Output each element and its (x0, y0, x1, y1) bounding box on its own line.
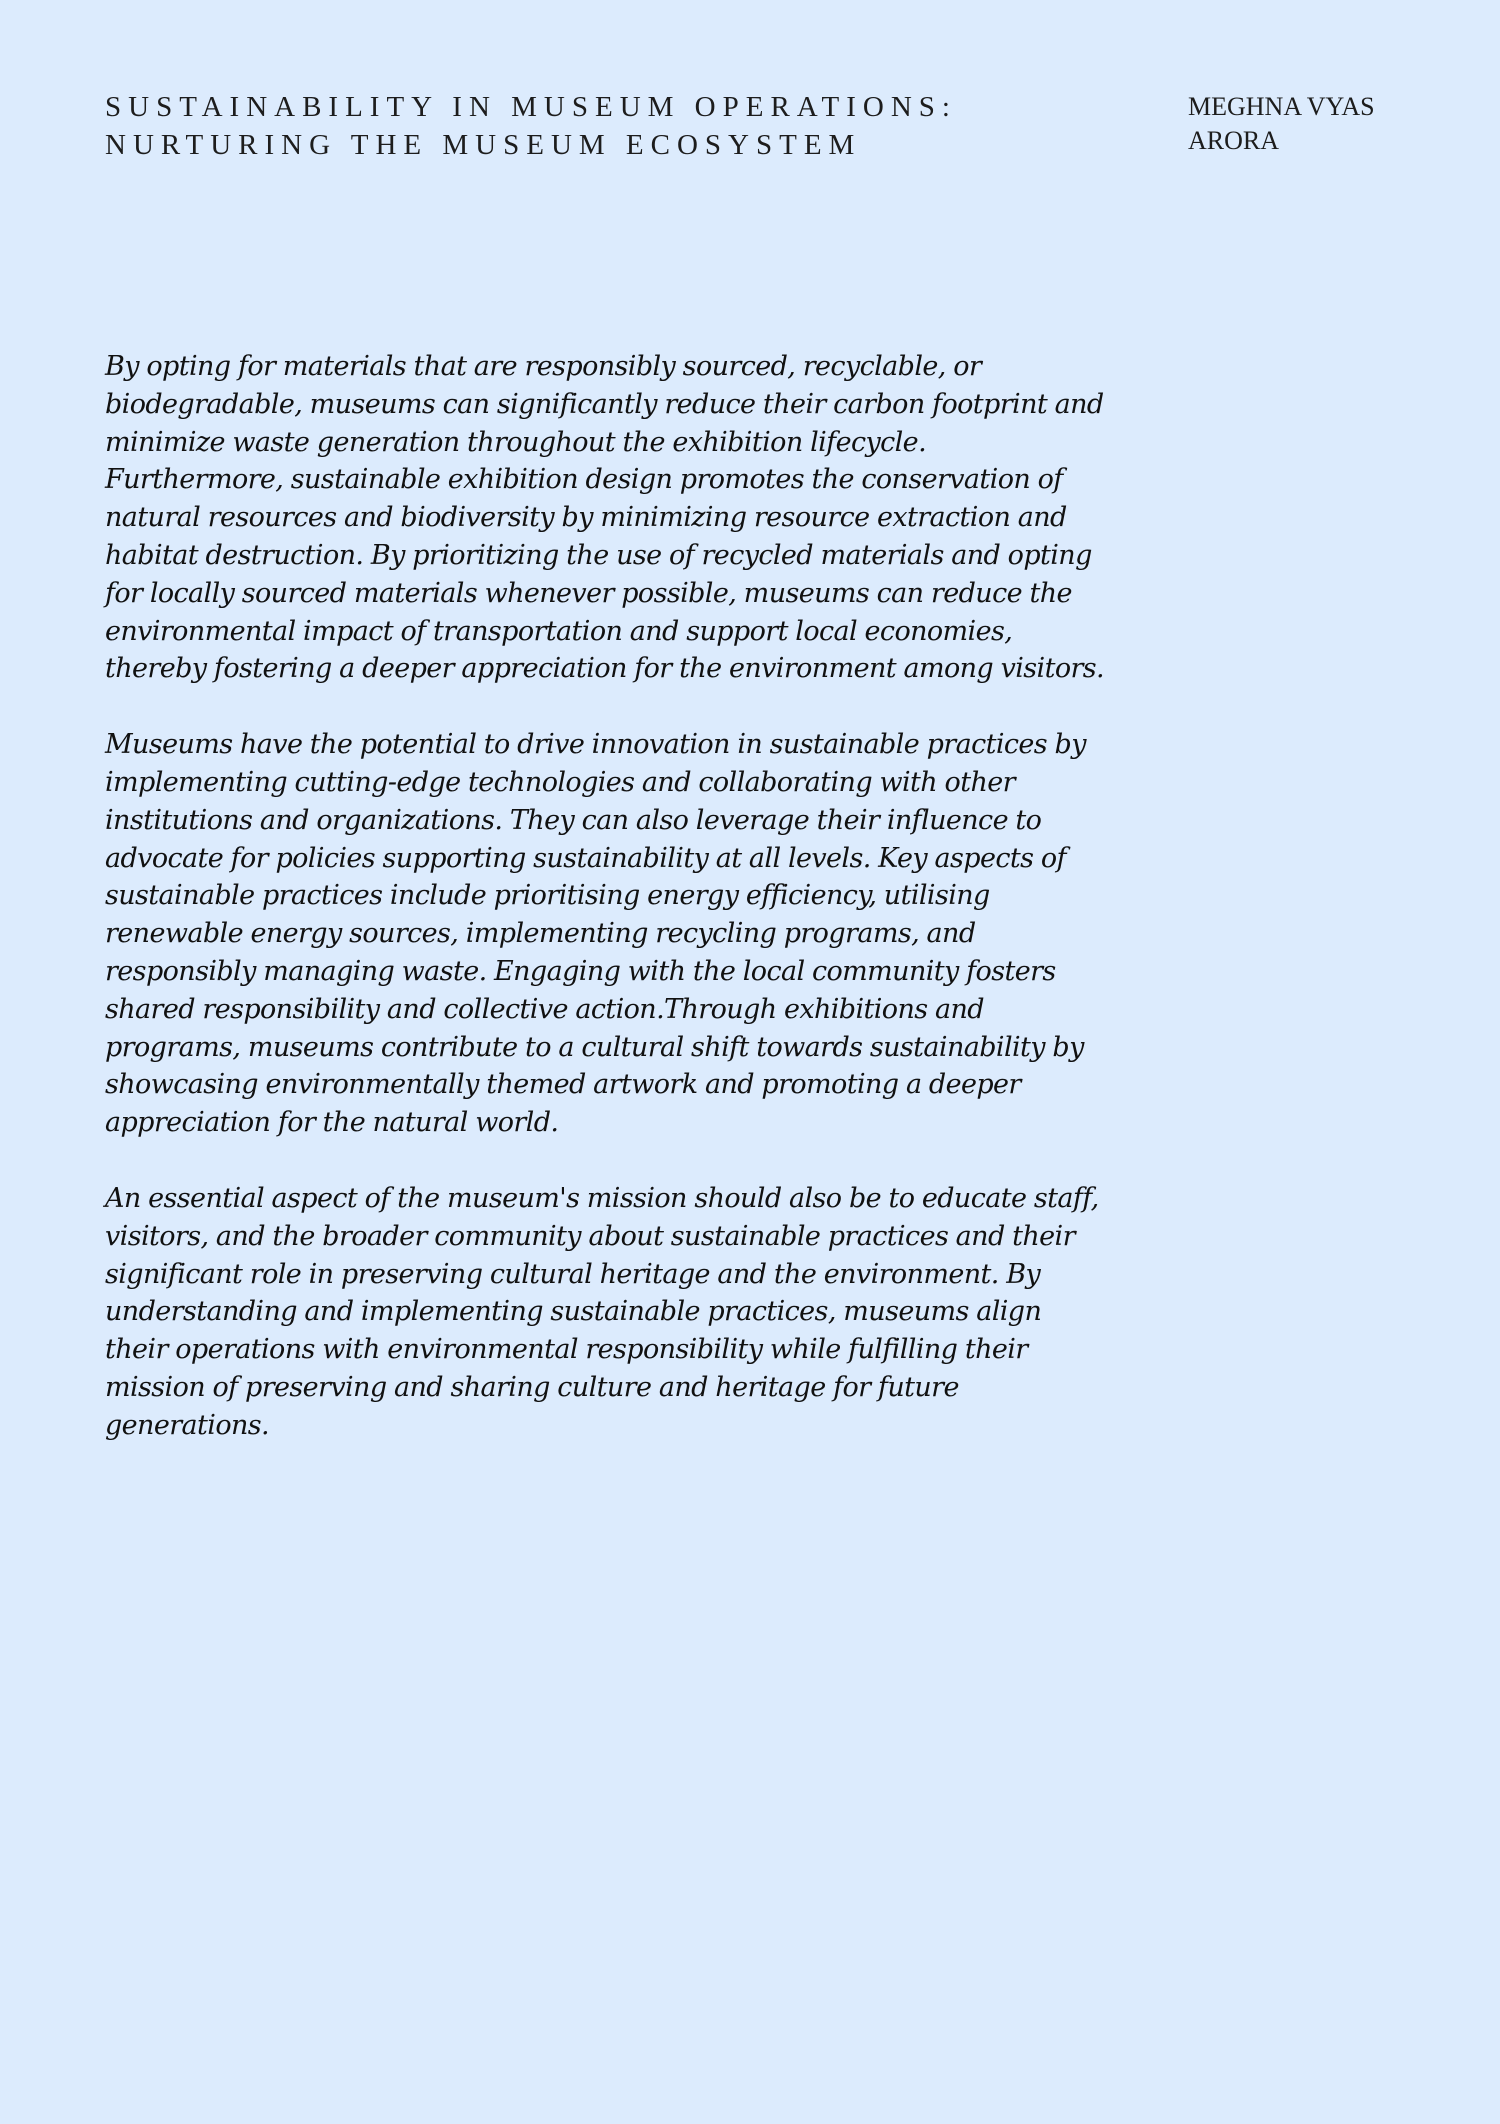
paragraph-1: By opting for materials that are responsibly sourced, recyclable, or biodegradable, museums can significantly reduce their carbon footprint and minimize waste generation throughout the exhibition lifecycle. Furthermore, sustainable exhibition design promotes the conservation of natural resources and biodiversity by minimizing resource extraction and habitat destruction. By prioritizing the use of recycled materials and opting for locally sourced materials whenever possible, museums can reduce the environmental impact of transportation and support local economies, thereby fostering a deeper appreciation for the environment among visitors. (105, 351, 1105, 685)
author-name: MEGHNA VYAS ARORA (1188, 92, 1375, 155)
paragraph-2: Museums have the potential to drive innovation in sustainable practices by implementing cutting-edge technologies and collaborating with other institutions and organizations. They can also leverage their influence to advocate for policies supporting sustainability at all levels. Key aspects of sustainable practices include prioritising energy efficiency, utilising renewable energy sources, implementing recycling programs, and responsibly managing waste. Engaging with the local community fosters shared responsibility and collective action.Through exhibitions and programs, museums contribute to a cultural shift towards sustainability by showcasing environmentally themed artwork and promoting a deeper appreciation for the natural world. (105, 729, 1086, 1139)
paragraph-3: An essential aspect of the museum's mission should also be to educate staff, visitors, and the broader community about sustainable practices and their significant role in preserving cultural heritage and the environment. By understanding and implementing sustainable practices, museums align their operations with environmental responsibility while fulfilling their mission of preserving and sharing culture and heritage for future generations. (105, 1182, 1099, 1441)
body-text (105, 348, 1105, 1483)
page-title: SUSTAINABILITY IN MUSEUM OPERATIONS: NURTURING THE MUSEUM ECOSYSTEM (105, 91, 957, 161)
